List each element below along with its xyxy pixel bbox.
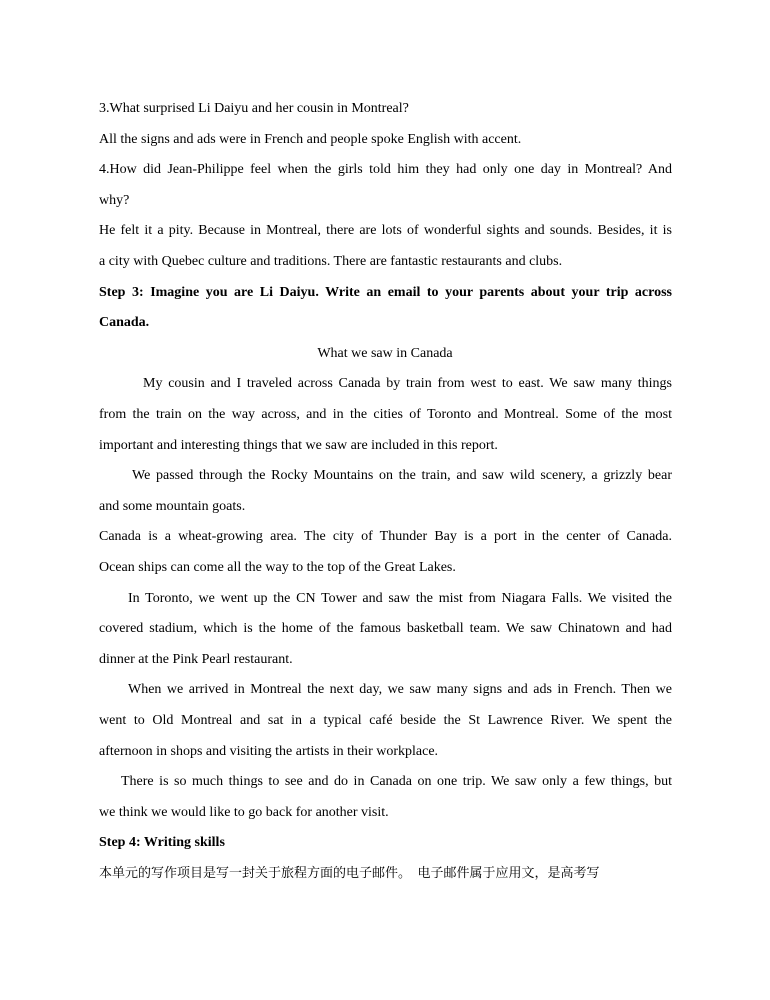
step-3-heading-line-2: Canada.: [99, 315, 150, 330]
report-paragraph-3-line-2: Ocean ships can come all the way to the top of the Great Lakes.: [99, 560, 456, 575]
report-title: What we saw in Canada: [317, 346, 453, 361]
report-paragraph-1-line-2: from the train on the way across, and in the cities of Toronto and Montreal. Some of the most: [99, 407, 672, 422]
step-3-heading-line-1: Step 3: Imagine you are Li Daiyu. Write an email to your parents about your trip across: [99, 285, 672, 300]
step-4-text-line-1: 本单元的写作项目是写一封关于旅程方面的电子邮件。 电子邮件属于应用文，是高考写: [99, 866, 600, 881]
report-paragraph-5-line-1: When we arrived in Montreal the next day, we saw many signs and ads in French. Then we: [128, 682, 672, 697]
step-4-heading: Step 4: Writing skills: [99, 835, 225, 850]
report-paragraph-4-line-3: dinner at the Pink Pearl restaurant.: [99, 652, 293, 667]
report-paragraph-6-line-2: we think we would like to go back for another visit.: [99, 805, 389, 820]
report-paragraph-1-line-3: important and interesting things that we saw are included in this report.: [99, 438, 498, 453]
report-paragraph-4-line-2: covered stadium, which is the home of the famous basketball team. We saw Chinatown and had: [99, 621, 672, 636]
report-paragraph-4-line-1: In Toronto, we went up the CN Tower and saw the mist from Niagara Falls. We visited the: [128, 591, 672, 606]
answer-4-line-2: a city with Quebec culture and traditions. There are fantastic restaurants and clubs.: [99, 254, 563, 269]
question-4-line-2: why?: [99, 193, 130, 208]
answer-4-line-1: He felt it a pity. Because in Montreal, there are lots of wonderful sights and sounds. Besides, it is: [99, 223, 672, 238]
report-paragraph-2-line-2: and some mountain goats.: [99, 499, 246, 514]
question-3: 3.What surprised Li Daiyu and her cousin in Montreal?: [99, 101, 409, 116]
report-paragraph-2-line-1: We passed through the Rocky Mountains on the train, and saw wild scenery, a grizzly bear: [132, 468, 672, 483]
question-4-line-1: 4.How did Jean-Philippe feel when the girls told him they had only one day in Montreal? And: [99, 162, 672, 177]
report-paragraph-5-line-3: afternoon in shops and visiting the artists in their workplace.: [99, 744, 439, 759]
answer-3: All the signs and ads were in French and people spoke English with accent.: [99, 132, 522, 147]
report-paragraph-6-line-1: There is so much things to see and do in Canada on one trip. We saw only a few things, but: [121, 774, 672, 789]
report-paragraph-5-line-2: went to Old Montreal and sat in a typical café beside the St Lawrence River. We spent the: [99, 713, 672, 728]
report-paragraph-3-line-1: Canada is a wheat-growing area. The city of Thunder Bay is a port in the center of Canada.: [99, 529, 672, 544]
report-paragraph-1-line-1: My cousin and I traveled across Canada by train from west to east. We saw many things: [143, 376, 672, 391]
